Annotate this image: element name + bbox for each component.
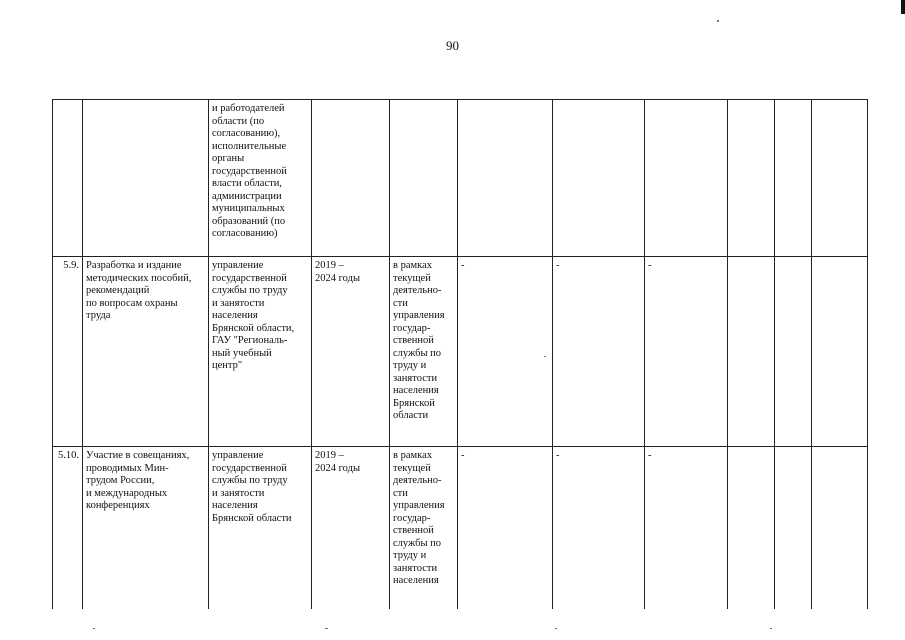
cell-value: - bbox=[553, 447, 645, 609]
table-row bbox=[53, 447, 868, 609]
cell-activity: Разработка и издание методических пособий, рекомендаций по вопросам охраны труда bbox=[83, 257, 209, 447]
cell-activity: Участие в совещаниях, проводимых Мин- трудом России, и международных конференциях bbox=[83, 447, 209, 609]
cell-number: 5.9. bbox=[53, 257, 83, 447]
cell-value bbox=[728, 100, 775, 257]
table-row bbox=[53, 257, 868, 447]
table-row bbox=[53, 100, 868, 257]
cell-number: 5.10. bbox=[53, 447, 83, 609]
cell-value bbox=[812, 257, 868, 447]
cell-funding: в рамках текущей деятельно- сти управления государ- ственной службы по труду и занятости населения bbox=[390, 447, 458, 609]
page-number: 90 bbox=[446, 38, 459, 53]
cell-funding bbox=[390, 100, 458, 257]
cell-value: - bbox=[553, 257, 645, 447]
cell-value bbox=[728, 447, 775, 609]
cell-value bbox=[645, 100, 728, 257]
cell-value bbox=[812, 447, 868, 609]
cell-funding: в рамках текущей деятельно- сти управления государ- ственной службы по труду и занятости населения Брянской области bbox=[390, 257, 458, 447]
activities-table bbox=[52, 99, 868, 609]
cell-value bbox=[728, 257, 775, 447]
cell-executor: и работодателей области (по согласованию), исполнительные органы государственной власти области, администрации муниципальных образований (по согласованию) bbox=[209, 100, 312, 257]
cell-value: - bbox=[458, 257, 553, 447]
cell-value bbox=[553, 100, 645, 257]
cell-value: - bbox=[458, 447, 553, 609]
scan-edge-mark bbox=[901, 0, 905, 14]
cell-period: 2019 – 2024 годы bbox=[312, 257, 390, 447]
cell-value bbox=[775, 257, 812, 447]
cell-number bbox=[53, 100, 83, 257]
cell-value: - bbox=[645, 257, 728, 447]
cell-value bbox=[775, 100, 812, 257]
cell-executor: управление государственной службы по труду и занятости населения Брянской области, ГАУ "Региональ- ный учебный центр" bbox=[209, 257, 312, 447]
cell-value bbox=[775, 447, 812, 609]
cell-value bbox=[812, 100, 868, 257]
cell-value: - bbox=[645, 447, 728, 609]
cell-period bbox=[312, 100, 390, 257]
cell-executor: управление государственной службы по труду и занятости населения Брянской области bbox=[209, 447, 312, 609]
cell-value bbox=[458, 100, 553, 257]
cell-period: 2019 – 2024 годы bbox=[312, 447, 390, 609]
cell-activity bbox=[83, 100, 209, 257]
